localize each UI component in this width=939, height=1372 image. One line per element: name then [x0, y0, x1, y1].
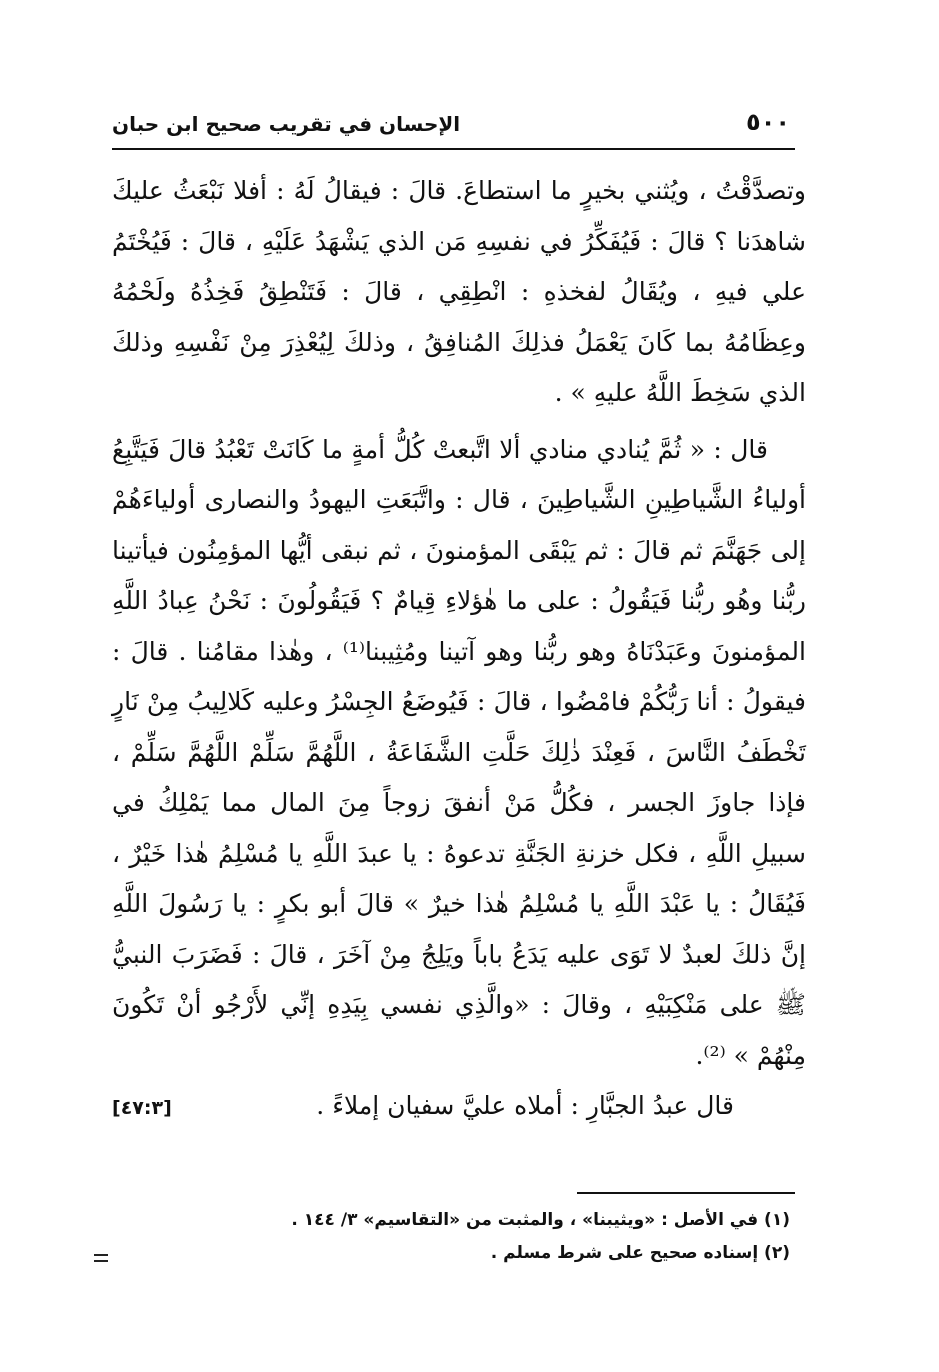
header-rule	[112, 148, 795, 150]
paragraph-2: قال : « ثُمَّ يُنادي منادي ألا اتَّبعتْ كُلُّ أمةٍ ما كَانَتْ تَعْبُدُ قالَ فَيَتَّبِعُ أولياءُ الشَّياطِينِ الشَّياطِينَ ، قال : واتَّبَعَتِ اليهودُ والنصارى أولياءَهُمْ إلى جَهَنَّمَ ثم قالَ : ثم يَبْقَى المؤمنونَ ، ثم نبقى أيُّها المؤمِنُون فيأتينا ربُّنا وهُو ربُّنا فَيَقُولُ : على ما هٰؤلاءِ قِيامٌ ؟ فَيَقُولُونَ : نَحْنُ عِبادُ اللَّهِ المؤمنونَ وعَبَدْنَاهُ وهو ربُّنا وهو آتينا ومُثِيبنا⁽¹⁾ ، وهٰذا مقامُنا . قالَ : فيقولُ : أنا رَبُّكُمْ فامْضُوا ، قالَ : فَيُوضَعُ الجِسْرُ وعليه كَلالِيبُ مِنْ نَارٍ تَخْطَفُ النَّاسَ ، فَعِنْدَ ذٰلِكَ حَلَّتِ الشَّفَاعَةُ ، اللَّهُمَّ سَلِّمْ اللَّهُمَّ سَلِّمْ ، فإذا جاوزَ الجسر ، فكُلُّ مَنْ أنفقَ زوجاً مِنَ المال مما يَمْلِكُ في سبيلِ اللَّهِ ، فكل خزنةِ الجَنَّةِ تدعوهُ : يا عبدَ اللَّهِ يا مُسْلِمُ هٰذا خَيْرٌ ، فَيُقَالُ : يا عَبْدَ اللَّهِ يا مُسْلِمُ هٰذا خيرٌ » قالَ أبو بكرٍ : يا رَسُولَ اللَّهِ إنَّ ذلكَ لعبدٌ لا تَوَى عليه يَدَعُ باباً ويَلِجُ مِنْ آخَرَ ، قالَ : فَضَرَبَ النبيُّ ﷺ على مَنْكِبَيْهِ ، وقالَ : «والَّذِي نفسي بِيَدِهِ إنِّي لأَرْجُو أنْ تَكُونَ مِنْهُمْ » ⁽²⁾.	[112, 434, 806, 1070]
paragraph-1: وتصدَّقْتُ ، ويُثني بخيرٍ ما استطاعَ. قالَ : فيقالُ لَهُ : أفلا نَبْعَثُ عليكَ شاهدَنا ؟ قالَ : فَيُفَكِّرُ في نفسِهِ مَن الذي يَشْهَدُ عَلَيْهِ ، قالَ : فَيُخْتَمُ علي فيهِ ، ويُقَالُ لفخذهِ : انْطِقِي ، قالَ : فَتَنْطِقُ فَخِذُهُ ولَحْمُهُ وعِظَامُهُ بما كَانَ يَعْمَلُ فذلِكَ المُنافِقُ ، وذلكَ لِيُعْذِرَ مِنْ نَفْسِهِ وذلكَ الذي سَخِطَ اللَّهُ عليهِ » .	[112, 176, 806, 407]
main-text	[112, 166, 806, 1137]
closing-line: قال عبدُ الجبَّارِ : أملاه عليَّ سفيان إملاءً .	[316, 1091, 734, 1120]
page-number: ٥٠٠	[746, 108, 790, 136]
running-book-title: الإحسان في تقريب صحيح ابن حبان	[112, 112, 461, 136]
margin-mark	[94, 1254, 108, 1262]
footnote-1: (١) في الأصل : «ويثيبنا» ، والمثبت من «التقاسيم» ٣/ ١٤٤ .	[291, 1210, 790, 1230]
footnote-2: (٢) إسناده صحيح على شرط مسلم .	[490, 1243, 790, 1263]
page-header	[112, 108, 790, 148]
footnotes	[250, 1204, 790, 1270]
closing-row	[112, 1081, 806, 1137]
footnote-rule	[577, 1192, 795, 1194]
citation-reference: [٤٧:٣]	[112, 1097, 172, 1119]
